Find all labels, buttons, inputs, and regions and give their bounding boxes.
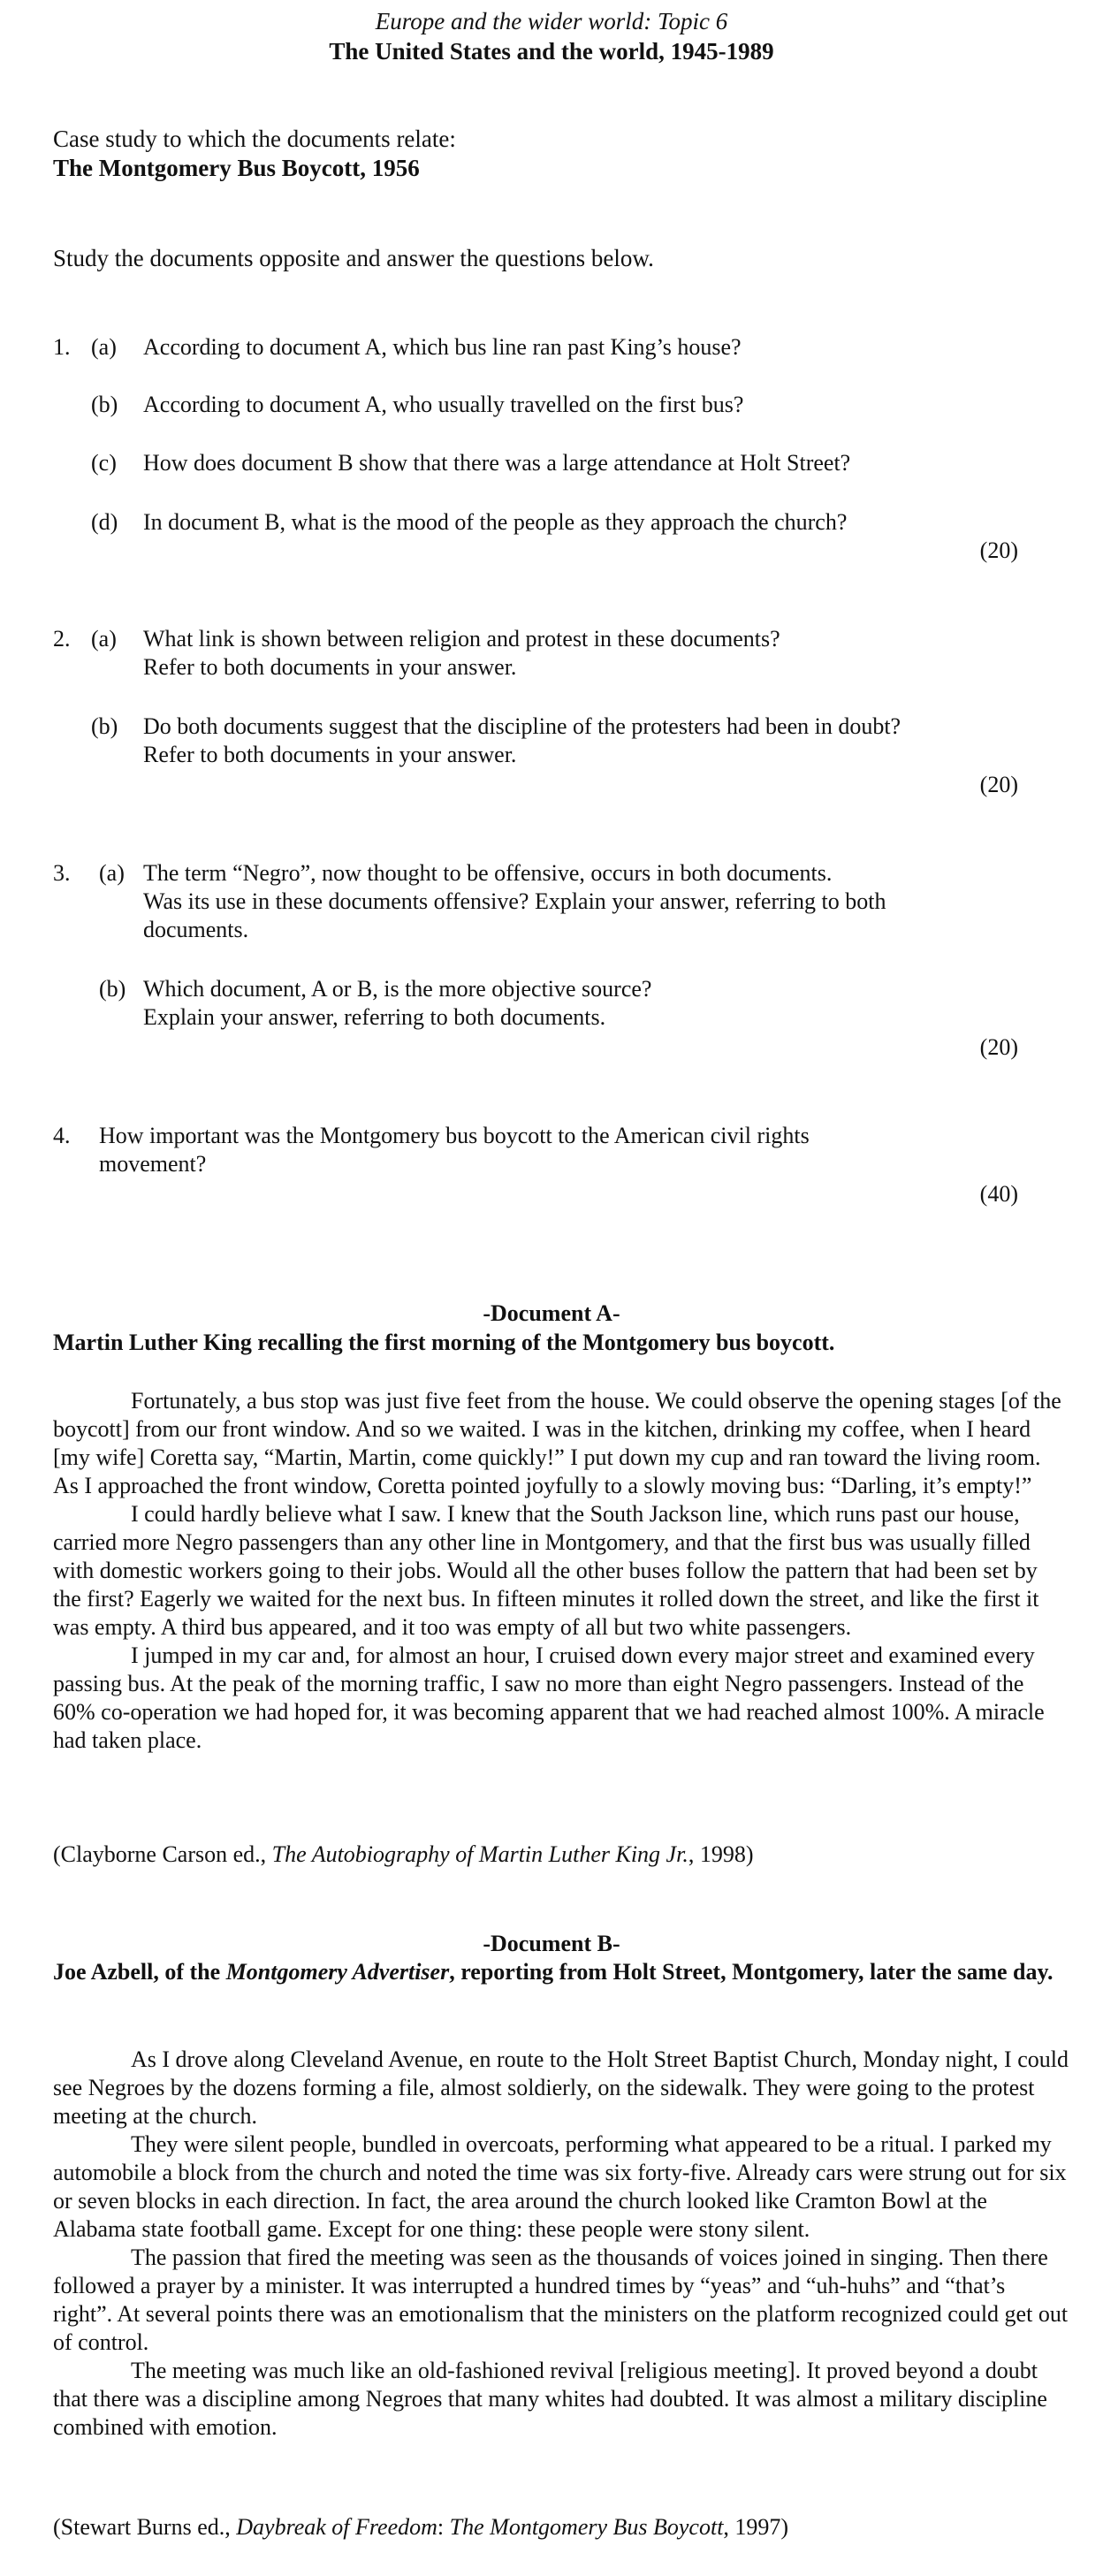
question-3a-line1: The term “Negro”, now thought to be offensive, occurs in both documents. bbox=[143, 860, 833, 886]
document-a-body bbox=[53, 1387, 1069, 1755]
document-b-paragraph-1: As I drove along Cleveland Avenue, en route to the Holt Street Baptist Church, Monday night, I could see Negroes by the dozens forming a file, almost soldierly, on the sidewalk. They were going to the protest meeting at the church. bbox=[53, 2046, 1069, 2129]
document-a-citation bbox=[53, 1841, 754, 1869]
document-a-paragraph-2: I could hardly believe what I saw. I knew that the South Jackson line, which runs past our house, carried more Negro passengers than any other line in Montgomery, and that the first bus was usually filled with domestic workers going to their jobs. Would all the other buses follow the pattern that had been set by the first? Eagerly we waited for the next bus. In fifteen minutes it rolled down the street, and like the first it was empty. A third bus appeared, and it too was empty of all but two white passengers. bbox=[53, 1501, 1039, 1640]
document-a-heading: -Document A- bbox=[483, 1300, 620, 1326]
document-b-paragraph-3: The passion that fired the meeting was seen as the thousands of voices joined in singing. Then there followed a prayer by a minister. It was interrupted a hundred times by “yeas” and “uh-huhs” and “that’s right”. At several points there was an emotionalism that the ministers on the platform recognized could get out of control. bbox=[53, 2244, 1069, 2355]
question-3a-line2: Was its use in these documents offensive? Explain your answer, referring to both bbox=[143, 888, 886, 914]
question-4-marks: (40) bbox=[979, 1181, 1018, 1207]
question-1b-text: According to document A, who usually travelled on the first bus? bbox=[143, 392, 744, 417]
subtitle-b-newspaper: Montgomery Advertiser bbox=[225, 1959, 450, 1985]
topic-line: Europe and the wider world: Topic 6 bbox=[375, 8, 728, 34]
question-2b-line2: Refer to both documents in your answer. bbox=[143, 742, 517, 767]
question-3b-line1: Which document, A or B, is the more objective source? bbox=[143, 976, 652, 1002]
document-a-subtitle: Martin Luther King recalling the first morning of the Montgomery bus boycott. bbox=[53, 1330, 835, 1355]
question-2a-line2: Refer to both documents in your answer. bbox=[143, 654, 517, 680]
case-study-intro: Case study to which the documents relate: bbox=[53, 126, 456, 152]
question-1d-text: In document B, what is the mood of the people as they approach the church? bbox=[143, 509, 848, 535]
case-study-title: The Montgomery Bus Boycott, 1956 bbox=[53, 155, 420, 181]
document-a-paragraph-1: Fortunately, a bus stop was just five feet from the house. We could observe the opening stages [of the boycott] from our front window. And so we waited. I was in the kitchen, drinking my coffee, when I heard [my wife] Coretta say, “Martin, Martin, come quickly!” I put down my cup and ran toward the living room. As I approached the front window, Coretta pointed joyfully to a slowly moving bus: “Darling, it’s empty!” bbox=[53, 1388, 1061, 1498]
citation-a-prefix: (Clayborne Carson ed., bbox=[53, 1841, 272, 1867]
question-3a-line3: documents. bbox=[143, 917, 249, 942]
document-a-paragraph-3: I jumped in my car and, for almost an hour, I cruised down every major street and examined every passing bus. At the peak of the morning traffic, I saw no more than eight Negro passengers. Instead of the 60% co-operation we had hoped for, it was becoming apparent that we had reached almost 100%. A miracle had taken place. bbox=[53, 1642, 1045, 1753]
page-title: The United States and the world, 1945-1989 bbox=[329, 38, 774, 65]
question-1a-label: (a) bbox=[91, 334, 117, 360]
question-1c-text: How does document B show that there was a large attendance at Holt Street? bbox=[143, 450, 851, 476]
question-2a-label: (a) bbox=[91, 626, 117, 652]
document-b-body bbox=[53, 2046, 1069, 2442]
question-2-number: 2. bbox=[53, 626, 71, 652]
question-4-line2: movement? bbox=[99, 1151, 207, 1177]
question-2a-line1: What link is shown between religion and protest in these documents? bbox=[143, 626, 780, 652]
citation-b-prefix: (Stewart Burns ed., bbox=[53, 2514, 237, 2540]
question-3b-label: (b) bbox=[99, 976, 126, 1002]
question-1-marks: (20) bbox=[979, 537, 1018, 563]
document-b-heading: -Document B- bbox=[483, 1931, 620, 1956]
question-1d-label: (d) bbox=[91, 509, 118, 535]
question-1b-label: (b) bbox=[91, 392, 118, 417]
document-b-paragraph-4: The meeting was much like an old-fashioned revival [religious meeting]. It proved beyond a doubt that there was a discipline among Negroes that many whites had doubted. It was almost a military discipline combined with emotion. bbox=[53, 2358, 1047, 2440]
question-2b-line1: Do both documents suggest that the discipline of the protesters had been in doubt? bbox=[143, 713, 901, 739]
question-3-number: 3. bbox=[53, 860, 71, 886]
citation-b-suffix: , 1997) bbox=[723, 2514, 789, 2540]
document-b-subtitle bbox=[53, 1958, 1069, 1986]
question-1c-label: (c) bbox=[91, 450, 117, 476]
question-4-line1: How important was the Montgomery bus boycott to the American civil rights bbox=[99, 1123, 810, 1148]
subtitle-b-prefix: Joe Azbell, of the bbox=[53, 1959, 226, 1985]
question-2-marks: (20) bbox=[979, 772, 1018, 797]
question-1a-text: According to document A, which bus line ran past King’s house? bbox=[143, 334, 742, 360]
question-1-number: 1. bbox=[53, 334, 71, 360]
citation-b-title-1: Daybreak of Freedom bbox=[236, 2514, 437, 2540]
citation-a-title: The Autobiography of Martin Luther King Jr. bbox=[271, 1841, 688, 1867]
question-2b-label: (b) bbox=[91, 713, 118, 739]
citation-b-title-2: The Montgomery Bus Boycott bbox=[449, 2514, 724, 2540]
question-3-marks: (20) bbox=[979, 1034, 1018, 1060]
document-b-citation bbox=[53, 2513, 788, 2542]
document-b-paragraph-2: They were silent people, bundled in overcoats, performing what appeared to be a ritual. I parked my automobile a block from the church and noted the time was six forty-five. Already cars were strung out for six or seven blocks in each direction. In fact, the area around the church looked like Cramton Bowl at the Alabama state football game. Except for one thing: these people were stony silent. bbox=[53, 2131, 1067, 2242]
citation-b-separator: : bbox=[437, 2514, 450, 2540]
question-3b-line2: Explain your answer, referring to both documents. bbox=[143, 1004, 606, 1030]
subtitle-b-suffix: , reporting from Holt Street, Montgomery, later the same day. bbox=[449, 1959, 1054, 1985]
citation-a-suffix: , 1998) bbox=[688, 1841, 754, 1867]
question-4-number: 4. bbox=[53, 1123, 71, 1148]
instruction-text: Study the documents opposite and answer the questions below. bbox=[53, 245, 654, 271]
question-3a-label: (a) bbox=[99, 860, 125, 886]
